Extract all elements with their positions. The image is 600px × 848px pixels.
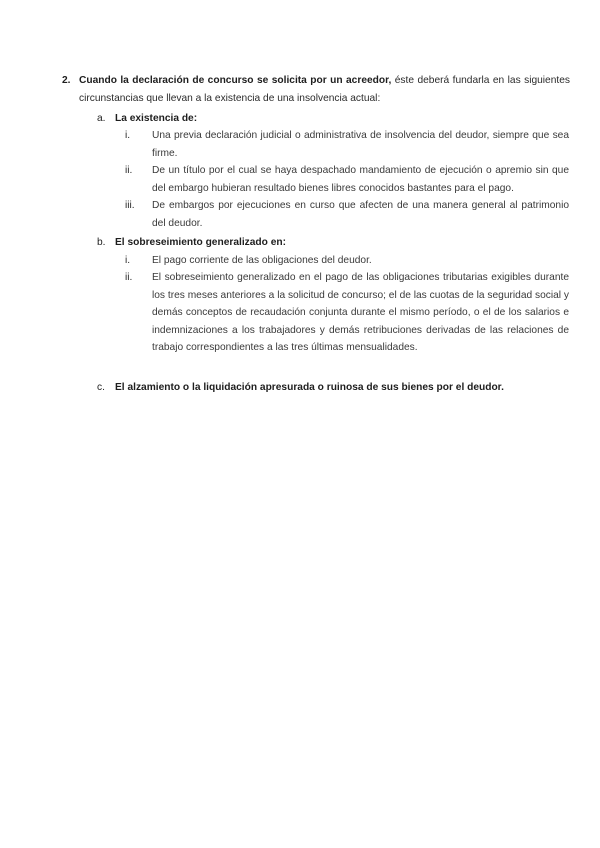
roman-label: i. <box>125 255 131 266</box>
section-label: a. <box>97 113 106 124</box>
item-lead-bold: Cuando la declaración de concurso se solicita por un acreedor, <box>79 75 392 86</box>
roman-label: iii. <box>125 200 135 211</box>
section-label: c. <box>97 382 105 393</box>
item-paragraph <box>79 72 570 107</box>
roman-label: i. <box>125 130 131 141</box>
section-heading: El sobreseimiento generalizado en: <box>115 237 286 248</box>
roman-text: De embargos por ejecuciones en curso que afecten de una manera general al patrimonio del deudor. <box>152 200 569 229</box>
roman-text: De un título por el cual se haya despachado mandamiento de ejecución o apremio sin que del embargo hubieran resultado bienes libres conocidos bastantes para el pago. <box>152 165 569 194</box>
list-item-2 <box>62 72 570 107</box>
roman-text: El pago corriente de las obligaciones del deudor. <box>152 255 372 266</box>
section-label: b. <box>97 237 106 248</box>
section-heading: El alzamiento o la liquidación apresurada o ruinosa de sus bienes por el deudor. <box>115 382 504 393</box>
section-heading: La existencia de: <box>115 113 198 124</box>
item-body: éste deberá fundarla en las siguientes circunstancias que llevan a la existencia de una insolvencia actual: <box>79 75 570 104</box>
roman-text: El sobreseimiento generalizado en el pago de las obligaciones tributarias exigibles durante los tres meses anteriores a la solicitud de concurso; el de las cuotas de la seguridad social y demás conceptos de recaudación conjunta durante el mismo período, o el de los salarios e indemnizaciones a los trabajadores y demás retribuciones derivadas de las relaciones de trabajo correspondientes a las tres últimas mensualidades. <box>152 272 569 353</box>
roman-text: Una previa declaración judicial o administrativa de insolvencia del deudor, siempre que sea firme. <box>152 130 569 159</box>
roman-label: ii. <box>125 165 133 176</box>
item-number: 2. <box>62 75 71 86</box>
roman-label: ii. <box>125 272 133 283</box>
